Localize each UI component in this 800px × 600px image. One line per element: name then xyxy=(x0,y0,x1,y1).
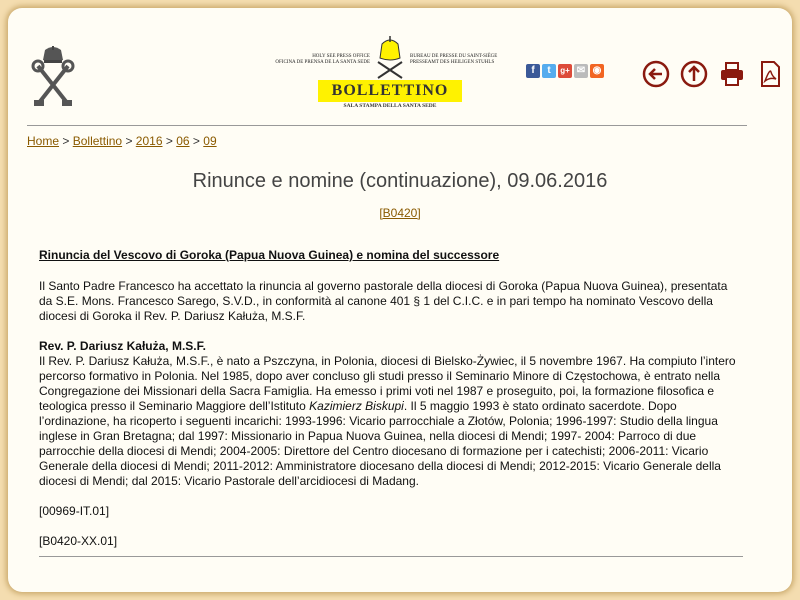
institute-name: Kazimierz Biskupi xyxy=(309,399,404,413)
biography-text-1: Il Rev. P. Dariusz Kałuża, M.S.F., è nato a Pszczyna, in Polonia, diocesi di Bielsko-Żywiec, il 5 novembre 1967. Ha compiuto l’intero percorso formativo in Polonia. Nel 1985, dopo aver concluso gli studi presso il Seminario Minore di Częstochowa, è entrato nella Congregazione dei Missionari della Sacra Famiglia. Ha emesso i primi voti nel 1987 e proseguito, poi, la formazione filosofica e teologica presso il Seminario Maggiore dell’Istituto xyxy=(39,354,736,413)
breadcrumb xyxy=(27,134,217,148)
papal-keys-logo-icon[interactable] xyxy=(30,46,76,112)
rss-icon[interactable]: ◉ xyxy=(590,64,604,78)
biography-paragraph xyxy=(39,354,744,489)
bollettino-banner[interactable] xyxy=(266,36,514,116)
papal-emblem-icon xyxy=(370,36,410,80)
facebook-icon[interactable]: f xyxy=(526,64,540,78)
banner-title-box xyxy=(318,80,462,102)
breadcrumb-month-link[interactable]: 06 xyxy=(176,134,190,148)
social-share-bar xyxy=(526,64,604,78)
banner-title: BOLLETTINO xyxy=(331,82,449,99)
breadcrumb-separator: > xyxy=(125,134,133,148)
breadcrumb-home-link[interactable]: Home xyxy=(27,134,60,148)
banner-subtitle: SALA STAMPA DELLA SANTA SEDE xyxy=(343,103,437,109)
page-container xyxy=(8,8,792,592)
breadcrumb-day-link[interactable]: 09 xyxy=(203,134,217,148)
banner-left-line1: HOLY SEE PRESS OFFICE xyxy=(312,54,370,59)
biography-text-2: . Il 5 maggio 1993 è stato ordinato sacerdote. Dopo l’ordinazione, ha ricoperto i seguenti incarichi: 1993-1996: Vicario parrocchiale a Złotów, Polonia; 1996-1997: Studio della lingua inglese in Gran Bretagna; dal 1997: Missionario in Papua Nuova Guinea, nella diocesi di Mendi; 1997- 2004: Parroco di due parrocchie della diocesi di Mendi; 2004-2005: Direttore del Centro diocesano di formazione per i catechisti; 2006-2011: Vicario Generale della diocesi di Mendi; 2011-2012: Amministratore diocesano della diocesi di Mendi; 2012-2015: Vicario Generale della diocesi di Mendi; dal 2015: Vicario Pastorale dell’arcidiocesi di Madang. xyxy=(39,399,721,488)
article-body xyxy=(39,248,744,564)
email-icon[interactable]: ✉ xyxy=(574,64,588,78)
banner-right-line2: PRESSEAMT DES HEILIGEN STUHLS xyxy=(410,60,495,65)
page-tools xyxy=(642,60,784,88)
bulletin-code-link[interactable]: [B0420] xyxy=(379,206,421,220)
banner-left-text xyxy=(266,54,370,66)
bulletin-code xyxy=(8,206,792,220)
breadcrumb-bollettino-link[interactable]: Bollettino xyxy=(72,134,123,148)
banner-right-text xyxy=(410,54,514,66)
back-icon[interactable] xyxy=(642,60,670,88)
footer-divider xyxy=(39,556,743,557)
page-title: Rinunce e nomine (continuazione), 09.06.2016 xyxy=(192,170,608,192)
twitter-icon[interactable]: t xyxy=(542,64,556,78)
breadcrumb-separator: > xyxy=(165,134,173,148)
banner-left-line2: OFICINA DE PRENSA DE LA SANTA SEDE xyxy=(275,60,370,65)
reference-code-xx: [B0420-XX.01] xyxy=(39,534,118,548)
banner-right-line1: BUREAU DE PRESSE DU SAINT-SIÈGE xyxy=(410,54,498,59)
google-plus-icon[interactable]: g+ xyxy=(558,64,572,78)
breadcrumb-year-link[interactable]: 2016 xyxy=(135,134,163,148)
top-icon[interactable] xyxy=(680,60,708,88)
person-name: Rev. P. Dariusz Kałuża, M.S.F. xyxy=(39,339,206,353)
breadcrumb-separator: > xyxy=(192,134,200,148)
breadcrumb-separator: > xyxy=(62,134,70,148)
print-icon[interactable] xyxy=(718,60,746,88)
reference-code-it: [00969-IT.01] xyxy=(39,504,110,518)
intro-paragraph: Il Santo Padre Francesco ha accettato la rinuncia al governo pastorale della diocesi di Goroka (Papua Nuova Guinea), presentata da S.E. Mons. Francesco Sarego, S.V.D., in conformità al canone 401 § 1 del C.I.C. e in pari tempo ha nominato Vescovo della diocesi di Goroka il Rev. P. Dariusz Kałuża, M.S.F. xyxy=(39,279,728,323)
header-divider xyxy=(27,125,747,126)
section-title: Rinuncia del Vescovo di Goroka (Papua Nuova Guinea) e nomina del successore xyxy=(39,248,500,262)
pdf-icon[interactable] xyxy=(756,60,784,88)
